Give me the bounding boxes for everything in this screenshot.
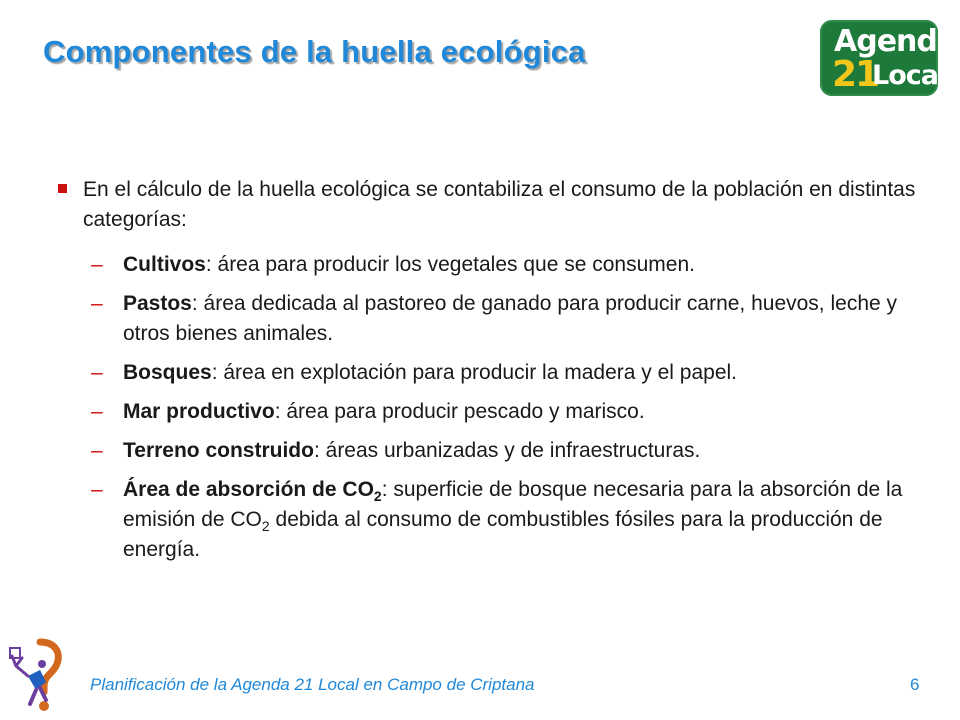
dash-bullet-icon: – — [91, 361, 103, 384]
dash-bullet-icon: – — [91, 292, 103, 315]
dash-bullet-icon: – — [91, 253, 103, 276]
logo-number: 21 — [832, 54, 879, 95]
list-item — [91, 250, 938, 280]
co2-text-b: debida al consumo de combustibles fósiles para la producción de energía. — [123, 508, 883, 561]
list-item — [91, 358, 938, 388]
square-bullet-icon — [58, 184, 67, 193]
slide-title: Componentes de la huella ecológica — [43, 34, 586, 69]
intro-text: En el cálculo de la huella ecológica se contabiliza el consumo de la población en distintas categorías: — [83, 178, 916, 231]
logo-text-agenda: Agenda — [834, 24, 957, 59]
mascot-icon — [6, 636, 68, 720]
item-term — [123, 478, 382, 504]
dash-bullet-icon: – — [91, 400, 103, 423]
co2-text-a: : superficie de bosque necesaria para la absorción de la emisión de CO — [123, 478, 903, 531]
item-text: : áreas urbanizadas y de infraestructuras. — [313, 439, 701, 462]
dash-bullet-icon: – — [91, 439, 103, 462]
category-list — [91, 250, 938, 565]
agenda-21-logo — [820, 20, 957, 96]
dash-bullet-icon: – — [91, 478, 103, 501]
list-item — [91, 397, 938, 427]
item-text: : área para producir los vegetales que se consumen. — [205, 253, 695, 276]
item-term: Mar productivo — [123, 400, 275, 423]
main-bullet — [58, 175, 938, 235]
item-term: Terreno construido — [123, 439, 314, 462]
item-text: : área dedicada al pastoreo de ganado para producir carne, huevos, leche y otros bienes animales. — [123, 292, 898, 345]
page-number: 6 — [910, 675, 920, 694]
co2-subscript: 2 — [261, 518, 270, 534]
item-text: : área para producir pescado y marisco. — [274, 400, 645, 423]
item-text: : área en explotación para producir la madera y el papel. — [211, 361, 738, 384]
list-item-co2 — [91, 475, 938, 565]
footer-text: Planificación de la Agenda 21 Local en Campo de Criptana — [90, 675, 535, 694]
list-item — [91, 289, 938, 349]
logo-text-local: Local — [872, 60, 947, 91]
item-term: Cultivos — [123, 253, 206, 276]
item-term: Bosques — [123, 361, 212, 384]
co2-subscript: 2 — [373, 488, 382, 504]
item-term: Pastos — [123, 292, 192, 315]
co2-term-text: Área de absorción de CO — [123, 478, 374, 501]
slide-content — [58, 175, 938, 574]
list-item — [91, 436, 938, 466]
